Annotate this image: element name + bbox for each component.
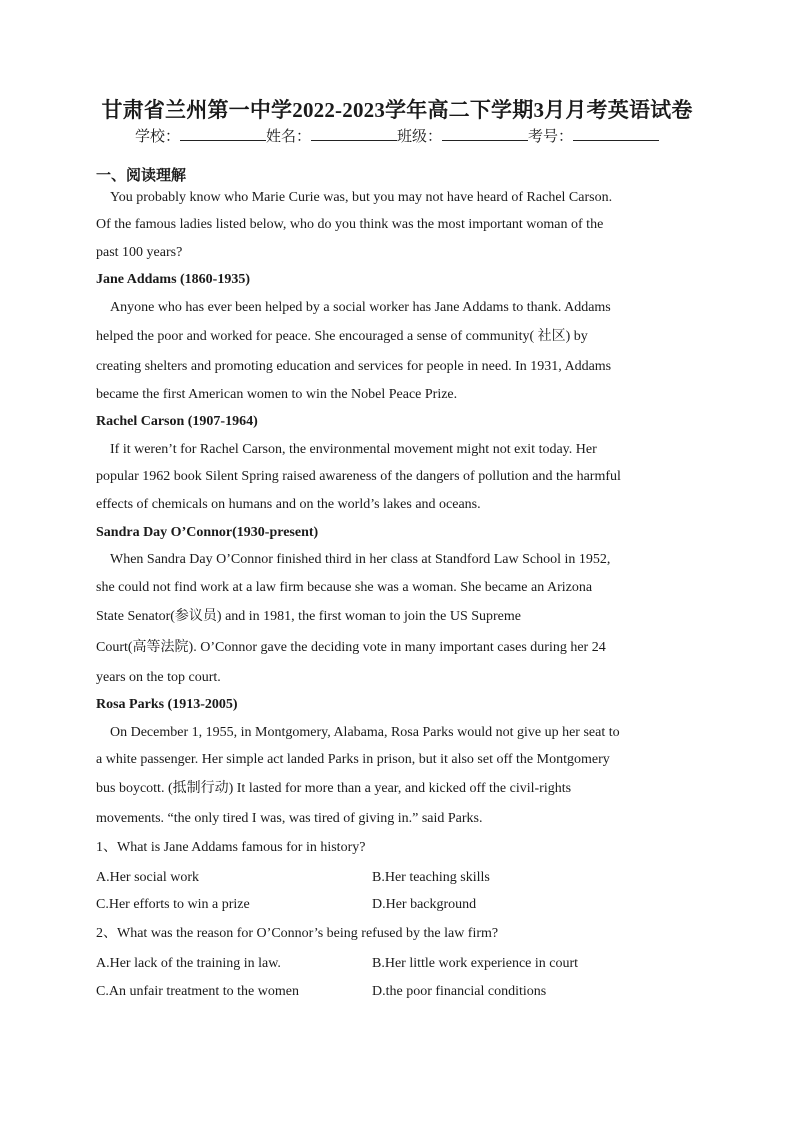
profile-line: a white passenger. Her simple act landed Parks in prison, but it also set off the Montgomery <box>96 752 610 767</box>
option-a[interactable]: A.Her lack of the training in law. <box>96 956 281 971</box>
profile-line: years on the top court. <box>96 670 221 685</box>
profile-line: Court(高等法院). O’Connor gave the deciding vote in many important cases during her 24 <box>96 640 606 655</box>
option-c[interactable]: C.An unfair treatment to the women <box>96 984 299 999</box>
profile-heading: Jane Addams (1860-1935) <box>96 272 251 287</box>
option-c[interactable]: C.Her efforts to win a prize <box>96 897 250 912</box>
option-b[interactable]: B.Her teaching skills <box>372 870 490 885</box>
intro-line: past 100 years? <box>96 245 183 260</box>
profile-heading: Rachel Carson (1907-1964) <box>96 414 258 429</box>
profile-line: If it weren’t for Rachel Carson, the environmental movement might not exit today. Her <box>110 442 597 457</box>
profile-heading: Sandra Day O’Connor(1930-present) <box>96 525 319 540</box>
name-blank[interactable] <box>311 126 397 141</box>
section-heading: 一、阅读理解 <box>96 168 187 184</box>
profile-line: State Senator(参议员) and in 1981, the first woman to join the US Supreme <box>96 609 521 624</box>
profile-heading: Rosa Parks (1913-2005) <box>96 697 238 712</box>
profile-line: popular 1962 book Silent Spring raised awareness of the dangers of pollution and the harmful <box>96 469 621 484</box>
student-info-row <box>0 125 794 146</box>
profile-line: creating shelters and promoting education and services for people in need. In 1931, Addams <box>96 359 612 374</box>
profile-line: effects of chemicals on humans and on the world’s lakes and oceans. <box>96 497 481 512</box>
option-d[interactable]: D.the poor financial conditions <box>372 984 547 999</box>
school-blank[interactable] <box>180 126 266 141</box>
school-label: 学校： <box>134 129 180 145</box>
intro-line: You probably know who Marie Curie was, but you may not have heard of Rachel Carson. <box>110 190 613 205</box>
question-stem: 2、What was the reason for O’Connor’s being refused by the law firm? <box>96 926 499 941</box>
profile-line: movements. “the only tired I was, was tired of giving in.” said Parks. <box>96 811 483 826</box>
profile-line: When Sandra Day O’Connor finished third in her class at Standford Law School in 1952, <box>110 552 611 567</box>
profile-line: helped the poor and worked for peace. She encouraged a sense of community( 社区) by <box>96 329 588 344</box>
intro-line: Of the famous ladies listed below, who do you think was the most important woman of the <box>96 217 604 232</box>
profile-line: she could not find work at a law firm because she was a woman. She became an Arizona <box>96 580 593 595</box>
question-stem: 1、What is Jane Addams famous for in history? <box>96 840 366 855</box>
class-blank[interactable] <box>442 126 528 141</box>
name-label: 姓名： <box>265 129 311 145</box>
option-d[interactable]: D.Her background <box>372 897 477 912</box>
profile-line: became the first American women to win the Nobel Peace Prize. <box>96 387 458 402</box>
profile-line: bus boycott. (抵制行动) It lasted for more than a year, and kicked off the civil-rights <box>96 781 572 796</box>
profile-line: On December 1, 1955, in Montgomery, Alabama, Rosa Parks would not give up her seat to <box>110 725 620 740</box>
id-blank[interactable] <box>573 126 659 141</box>
id-label: 考号： <box>528 129 574 145</box>
option-a[interactable]: A.Her social work <box>96 870 200 885</box>
option-b[interactable]: B.Her little work experience in court <box>372 956 579 971</box>
profile-line: Anyone who has ever been helped by a social worker has Jane Addams to thank. Addams <box>110 300 611 315</box>
class-label: 班级： <box>397 129 443 145</box>
exam-title: 甘肃省兰州第一中学2022-2023学年高二下学期3月月考英语试卷 <box>101 98 693 122</box>
